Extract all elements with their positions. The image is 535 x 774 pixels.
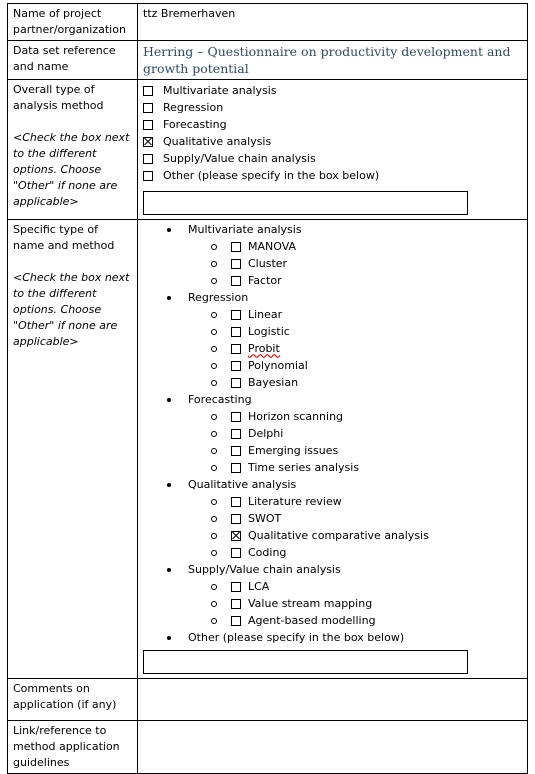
method-option[interactable] xyxy=(143,272,522,289)
method-option[interactable] xyxy=(143,612,522,629)
method-option-label: Polynomial xyxy=(248,358,308,372)
hollow-bullet-icon xyxy=(211,618,217,624)
hollow-bullet-icon xyxy=(211,499,217,505)
overall-option[interactable] xyxy=(143,167,522,184)
checkbox-icon[interactable] xyxy=(231,429,241,439)
group-heading xyxy=(143,476,522,493)
hollow-bullet-icon xyxy=(211,346,217,352)
hollow-bullet-icon xyxy=(211,465,217,471)
overall-option-label: Supply/Value chain analysis xyxy=(163,151,316,165)
method-option-label: Factor xyxy=(248,273,282,287)
method-option-label: Agent-based modelling xyxy=(248,613,376,627)
method-option[interactable] xyxy=(143,323,522,340)
method-option-label: Linear xyxy=(248,307,283,321)
method-option[interactable] xyxy=(143,442,522,459)
checkbox-icon[interactable] xyxy=(231,616,241,626)
link-label: Link/reference to method application guidelines xyxy=(8,721,138,774)
bullet-icon xyxy=(167,296,171,300)
checkbox-icon[interactable] xyxy=(143,120,153,130)
group-heading-label: Supply/Value chain analysis xyxy=(188,562,341,576)
checkbox-icon[interactable] xyxy=(231,276,241,286)
method-option[interactable] xyxy=(143,425,522,442)
row-dataset xyxy=(8,41,528,80)
hollow-bullet-icon xyxy=(211,448,217,454)
method-option[interactable] xyxy=(143,527,522,544)
specific-groups xyxy=(143,221,522,629)
method-form-document xyxy=(7,3,527,774)
hollow-bullet-icon xyxy=(211,516,217,522)
overall-option-label: Forecasting xyxy=(163,117,227,131)
method-option-label: Delphi xyxy=(248,426,284,440)
method-option-label: Cluster xyxy=(248,256,288,270)
row-overall xyxy=(8,80,528,220)
overall-option[interactable] xyxy=(143,150,522,167)
hollow-bullet-icon xyxy=(211,601,217,607)
method-option-label: MANOVA xyxy=(248,239,297,253)
hollow-bullet-icon xyxy=(211,363,217,369)
bullet-icon xyxy=(167,398,171,402)
overall-option-label: Qualitative analysis xyxy=(163,134,272,148)
group-other[interactable] xyxy=(143,629,522,646)
method-option-label: Coding xyxy=(248,545,287,559)
row-specific xyxy=(8,220,528,679)
checkbox-icon[interactable] xyxy=(231,242,241,252)
method-option[interactable] xyxy=(143,595,522,612)
checkbox-icon[interactable] xyxy=(231,463,241,473)
bullet-icon xyxy=(167,636,171,640)
method-option-label: Emerging issues xyxy=(248,443,339,457)
overall-label: Overall type of analysis method xyxy=(13,83,104,112)
method-option[interactable] xyxy=(143,510,522,527)
dataset-title: Herring – Questionnaire on productivity development and growth potential xyxy=(143,44,511,76)
overall-option-label: Other (please specify in the box below) xyxy=(163,168,380,182)
link-value[interactable] xyxy=(138,721,528,774)
bullet-icon xyxy=(167,483,171,487)
bullet-icon xyxy=(167,568,171,572)
group-heading xyxy=(143,561,522,578)
overall-options xyxy=(143,82,522,184)
overall-option-label: Regression xyxy=(163,100,224,114)
row-link xyxy=(8,721,528,774)
group-heading xyxy=(143,221,522,238)
method-option[interactable] xyxy=(143,459,522,476)
checkbox-icon[interactable] xyxy=(231,514,241,524)
specific-label-cell xyxy=(8,220,138,679)
bullet-icon xyxy=(167,228,171,232)
method-option[interactable] xyxy=(143,255,522,272)
checkbox-icon[interactable] xyxy=(231,327,241,337)
row-comments xyxy=(8,679,528,721)
method-option[interactable] xyxy=(143,544,522,561)
method-option-label: Logistic xyxy=(248,324,290,338)
checkbox-icon[interactable] xyxy=(231,259,241,269)
group-heading-label: Regression xyxy=(188,290,249,304)
method-option[interactable] xyxy=(143,357,522,374)
hollow-bullet-icon xyxy=(211,431,217,437)
checkbox-icon[interactable] xyxy=(231,344,241,354)
group-other-label: Other (please specify in the box below) xyxy=(188,630,405,644)
checkbox-icon[interactable] xyxy=(231,310,241,320)
specific-other-specify-box[interactable] xyxy=(143,650,468,674)
method-option[interactable] xyxy=(143,493,522,510)
partner-value[interactable]: ttz Bremerhaven xyxy=(138,4,528,41)
specific-options-cell xyxy=(138,220,528,679)
method-option-label: Qualitative comparative analysis xyxy=(248,528,429,542)
checkbox-icon[interactable] xyxy=(231,378,241,388)
checkbox-icon[interactable] xyxy=(231,446,241,456)
overall-hint: <Check the box next to the different options. Choose "Other" if none are applicable> xyxy=(13,131,130,208)
checked-checkbox-icon[interactable] xyxy=(143,137,153,147)
specific-label: Specific type of name and method xyxy=(13,223,115,252)
method-option[interactable] xyxy=(143,340,522,357)
checkbox-icon[interactable] xyxy=(143,103,153,113)
comments-value[interactable] xyxy=(138,679,528,721)
method-option-label: Value stream mapping xyxy=(248,596,373,610)
hollow-bullet-icon xyxy=(211,380,217,386)
checkbox-icon[interactable] xyxy=(231,497,241,507)
hollow-bullet-icon xyxy=(211,261,217,267)
method-option[interactable] xyxy=(143,306,522,323)
checkbox-icon[interactable] xyxy=(231,412,241,422)
overall-other-specify-box[interactable] xyxy=(143,191,468,215)
dataset-value[interactable] xyxy=(138,41,528,80)
hollow-bullet-icon xyxy=(211,414,217,420)
row-partner xyxy=(8,4,528,41)
method-option-label: Bayesian xyxy=(248,375,299,389)
hollow-bullet-icon xyxy=(211,550,217,556)
overall-option[interactable] xyxy=(143,116,522,133)
hollow-bullet-icon xyxy=(211,312,217,318)
overall-option[interactable] xyxy=(143,99,522,116)
group-heading-label: Multivariate analysis xyxy=(188,222,302,236)
hollow-bullet-icon xyxy=(211,533,217,539)
checkbox-icon[interactable] xyxy=(143,154,153,164)
checkbox-icon[interactable] xyxy=(143,86,153,96)
overall-option[interactable] xyxy=(143,133,522,150)
hollow-bullet-icon xyxy=(211,278,217,284)
dataset-label: Data set reference and name xyxy=(8,41,138,80)
comments-label: Comments on application (if any) xyxy=(8,679,138,721)
overall-option-label: Multivariate analysis xyxy=(163,83,277,97)
checkbox-icon[interactable] xyxy=(231,548,241,558)
method-option-label: Horizon scanning xyxy=(248,409,344,423)
overall-options-cell xyxy=(138,80,528,220)
checkbox-icon[interactable] xyxy=(231,599,241,609)
specific-hint: <Check the box next to the different options. Choose "Other" if none are applicable> xyxy=(13,271,130,348)
overall-label-cell xyxy=(8,80,138,220)
method-option-label: Probit xyxy=(248,341,280,355)
method-option-label: Literature review xyxy=(248,494,342,508)
method-form-table xyxy=(7,3,528,774)
method-option-label: SWOT xyxy=(248,511,282,525)
checkbox-icon[interactable] xyxy=(231,361,241,371)
checkbox-icon[interactable] xyxy=(231,582,241,592)
group-heading xyxy=(143,289,522,306)
hollow-bullet-icon xyxy=(211,584,217,590)
method-option[interactable] xyxy=(143,238,522,255)
hollow-bullet-icon xyxy=(211,244,217,250)
overall-option[interactable] xyxy=(143,82,522,99)
method-option-label: Time series analysis xyxy=(248,460,360,474)
group-heading-label: Forecasting xyxy=(188,392,252,406)
partner-label: Name of project partner/organization xyxy=(8,4,138,41)
group-heading xyxy=(143,391,522,408)
method-option[interactable] xyxy=(143,408,522,425)
method-option-label: LCA xyxy=(248,579,270,593)
method-option[interactable] xyxy=(143,374,522,391)
group-heading-label: Qualitative analysis xyxy=(188,477,297,491)
checkbox-icon[interactable] xyxy=(143,171,153,181)
hollow-bullet-icon xyxy=(211,329,217,335)
method-option[interactable] xyxy=(143,578,522,595)
checked-checkbox-icon[interactable] xyxy=(231,531,241,541)
